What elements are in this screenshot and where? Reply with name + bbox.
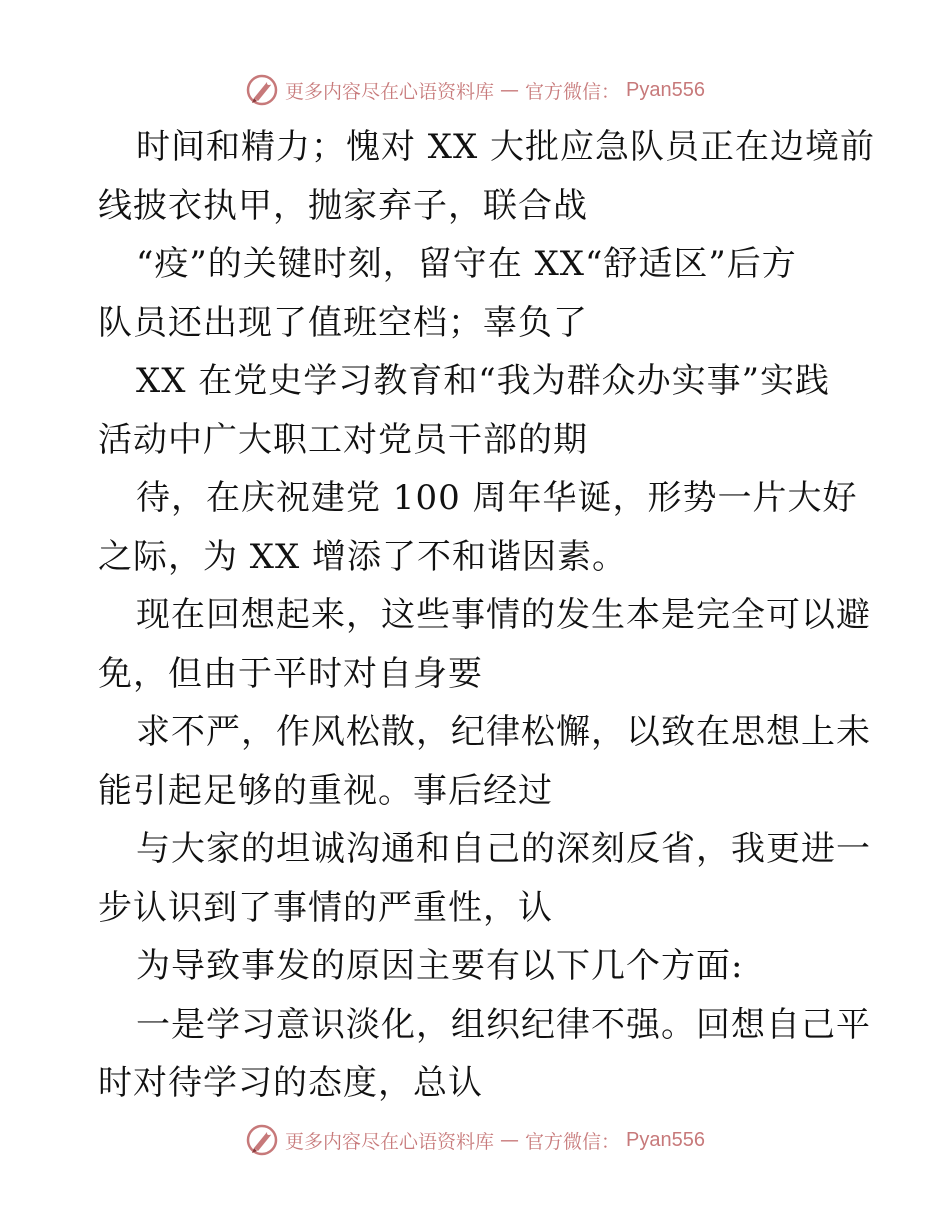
- watermark-site-text: 更多内容尽在心语资料库: [285, 80, 495, 103]
- watermark-wechat-label: 官方微信：: [525, 1130, 621, 1153]
- body-text-line: 待，在庆祝建党 100 周年华诞，形势一片大好: [136, 478, 858, 518]
- body-text-line: 现在回想起来，这些事情的发生本是完全可以避: [136, 595, 871, 635]
- watermark-separator: —: [500, 79, 520, 101]
- body-text-line: 时间和精力；愧对 XX 大批应急队员正在边境前: [136, 127, 876, 167]
- pen-circle-logo-icon: [245, 1123, 279, 1157]
- watermark-site-text: 更多内容尽在心语资料库: [285, 1130, 495, 1153]
- body-text-line: 时对待学习的态度，总认: [98, 1063, 483, 1103]
- body-text-line: 求不严，作风松散，纪律松懈，以致在思想上未: [136, 712, 871, 752]
- watermark-wechat-id: Pyan556: [626, 78, 705, 101]
- body-text-line: “疫”的关键时刻，留守在 XX“舒适区”后方: [136, 244, 797, 284]
- watermark-separator: —: [500, 1129, 520, 1151]
- watermark-brand: [245, 73, 705, 107]
- document-body: [98, 118, 876, 1113]
- body-text-line: 与大家的坦诚沟通和自己的深刻反省，我更进一: [136, 829, 871, 869]
- watermark-wechat-label: 官方微信：: [525, 80, 621, 103]
- body-text-line: 一是学习意识淡化，组织纪律不强。回想自己平: [136, 1004, 871, 1045]
- body-text-line: XX 在党史学习教育和“我为群众办实事”实践: [136, 361, 830, 401]
- body-text-line: 步认识到了事情的严重性，认: [98, 887, 553, 928]
- body-text-line: 活动中广大职工对党员干部的期: [98, 419, 588, 460]
- watermark-wechat-id: Pyan556: [626, 1128, 705, 1151]
- body-text-line: 之际，为 XX 增添了不和谐因素。: [98, 536, 628, 577]
- pen-circle-logo-icon: [245, 73, 279, 107]
- page-footer-watermark: [0, 1118, 950, 1162]
- body-text-line: 线披衣执甲，抛家弃子，联合战: [98, 185, 588, 226]
- body-text-line: 能引起足够的重视。事后经过: [98, 770, 553, 811]
- body-text-line: 免，但由于平时对自身要: [98, 653, 483, 694]
- body-text-line: 队员还出现了值班空档；辜负了: [98, 302, 588, 343]
- page-header-watermark: [0, 68, 950, 112]
- watermark-brand: [245, 1123, 705, 1157]
- body-text-line: 为导致事发的原因主要有以下几个方面:: [136, 946, 744, 986]
